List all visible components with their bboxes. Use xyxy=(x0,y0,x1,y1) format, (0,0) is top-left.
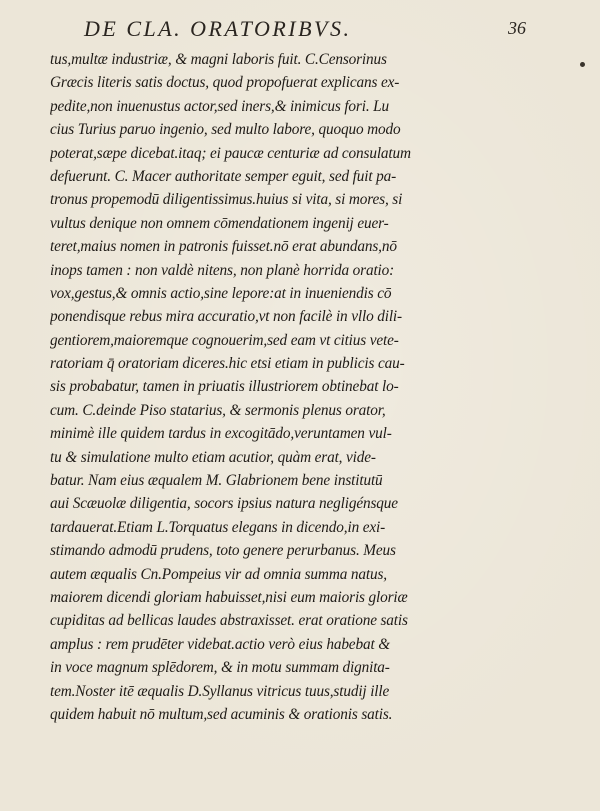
text-line: cum. C.deinde Piso statarius, & sermonis plenus orator, xyxy=(50,401,386,419)
margin-ink-dot xyxy=(580,62,585,67)
text-line: Græcis literis satis doctus, quod propofuerat explicans ex- xyxy=(50,74,400,92)
text-line: batur. Nam eius æqualem M. Glabrionem bene institutū xyxy=(50,472,383,490)
text-line: pedite,non inuenustus actor,sed iners,& inimicus fori. Lu xyxy=(50,97,390,115)
text-line: amplus : rem prudēter videbat.actio verò eius habebat & xyxy=(50,635,390,653)
page-number: 36 xyxy=(508,18,526,38)
text-line: in voce magnum splēdorem, & in motu summam dignita- xyxy=(50,659,390,677)
text-line: tronus propemodū diligentissimus.huius si vita, si mores, si xyxy=(50,191,403,209)
page-header xyxy=(84,16,534,44)
text-line: cupiditas ad bellicas laudes abstraxisset. erat oratione satis xyxy=(50,612,408,630)
text-line: ratoriam q̄ oratoriam diceres.hic etsi etiam in publicis cau- xyxy=(50,355,405,373)
body-text xyxy=(50,48,524,726)
text-line: tardauerat.Etiam L.Torquatus elegans in dicendo,in exi- xyxy=(50,518,386,536)
text-line: vultus denique non omnem cōmendationem ingenij euer- xyxy=(50,214,389,232)
text-line: maiorem dicendi gloriam habuisset,nisi eum maioris gloriæ xyxy=(50,588,408,606)
text-line: gentiorem,maioremque cognouerim,sed eam vt citius vete- xyxy=(50,331,399,349)
text-line: aui Scæuolæ diligentia, socors ipsius natura negligénsque xyxy=(50,495,398,513)
text-line: tem.Noster itē æqualis D.Syllanus vitricus tuus,studij ille xyxy=(50,682,390,700)
text-line: inops tamen : non valdè nitens, non planè horrida oratio: xyxy=(50,261,395,279)
text-line: sis probabatur, tamen in priuatis illustriorem obtinebat lo- xyxy=(50,378,399,396)
running-title: DE CLA. ORATORIBVS. xyxy=(84,16,352,41)
text-line: autem æqualis Cn.Pompeius vir ad omnia summa natus, xyxy=(50,565,387,583)
text-line: stimando admodū prudens, toto genere perurbanus. Meus xyxy=(50,542,396,560)
text-line: defuerunt. C. Macer authoritate semper eguit, sed fuit pa- xyxy=(50,167,397,185)
text-line: tus,multæ industriæ, & magni laboris fuit. C.Censorinus xyxy=(50,51,387,68)
text-line: tu & simulatione multo etiam acutior, quàm erat, vide- xyxy=(50,448,376,466)
text-line: ponendisque rebus mira accuratio,vt non facilè in vllo dili- xyxy=(50,308,402,326)
text-line: poterat,sæpe dicebat.itaq; ei paucæ centuriæ ad consulatum xyxy=(50,144,411,162)
text-line: teret,maius nomen in patronis fuisset.nō erat abundans,nō xyxy=(50,238,397,256)
text-line: vox,gestus,& omnis actio,sine lepore:at in inueniendis cō xyxy=(50,284,392,302)
text-line: minimè ille quidem tardus in excogitādo,veruntamen vul- xyxy=(50,425,392,443)
text-line: cius Turius paruo ingenio, sed multo labore, quoquo modo xyxy=(50,121,401,139)
text-line: quidem habuit nō multum,sed acuminis & orationis satis. xyxy=(50,705,393,723)
